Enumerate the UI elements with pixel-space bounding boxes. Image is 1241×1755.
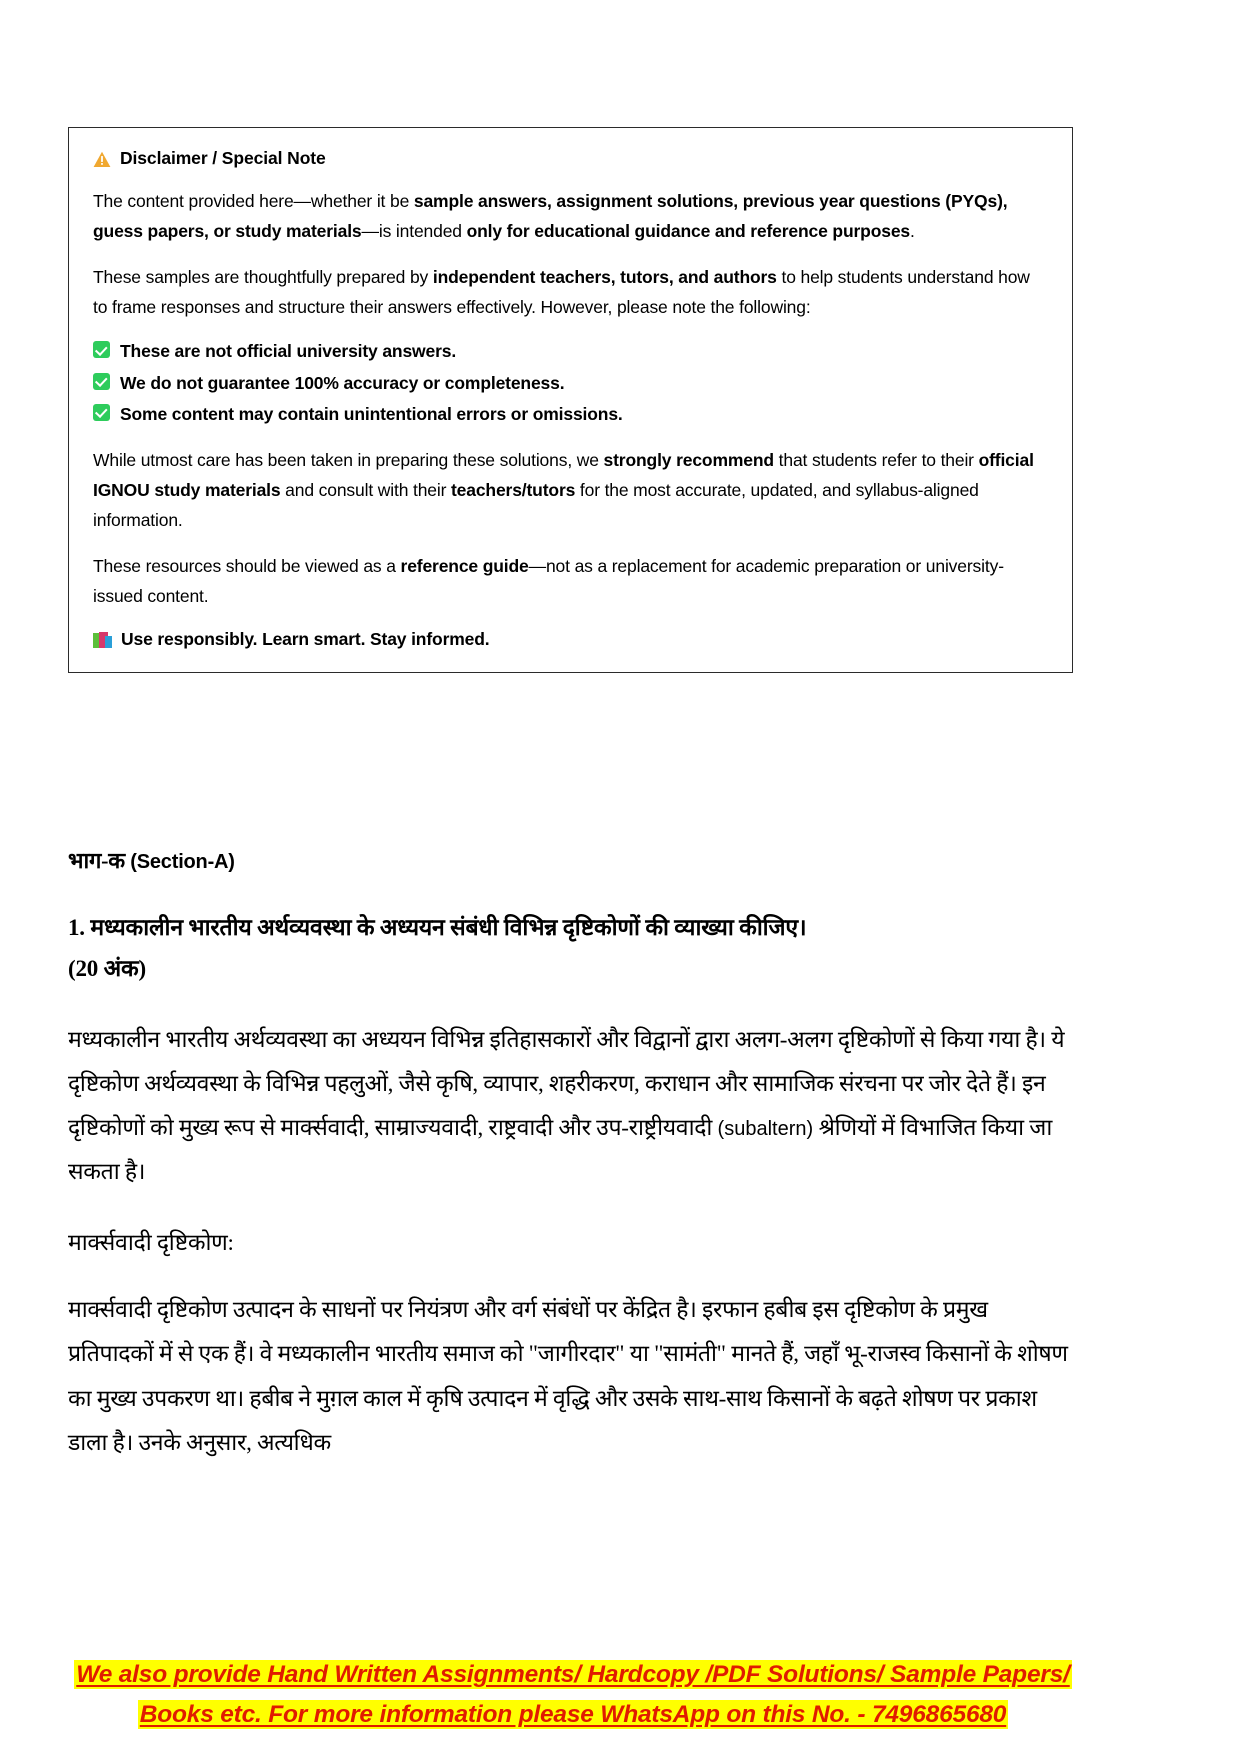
section-heading-latin: (Section-A) [130,851,235,873]
question-text: 1. मध्यकालीन भारतीय अर्थव्यवस्था के अध्ययन संबंधी विभिन्न दृष्टिकोणों की व्याख्या कीजिए। [68,915,807,940]
promo-footer-line-2: Books etc. For more information please WhatsApp on this No. - 7496865680 [139,1700,1007,1728]
para4-seg-c: —not as a replacement for academic preparation or university-issued content. [93,556,1004,607]
answer-p1-latin-term: (subaltern) [717,1118,814,1141]
question-heading [68,908,1078,990]
disclaimer-bullet-list [93,338,1048,427]
para1-seg-d: only for educational guidance and reference purposes [466,221,910,242]
list-item [93,338,1048,365]
para3-seg-d: official IGNOU study materials [93,449,1034,500]
disclaimer-paragraph-4 [93,551,1048,611]
answer-body [68,1018,1078,1491]
list-item [93,370,1048,397]
bullet-label: Some content may contain unintentional errors or omissions. [120,403,623,424]
section-heading-hindi: भाग-क [68,848,131,873]
promo-footer-line-1: We also provide Hand Written Assignments/ Hardcopy /PDF Solutions/ Sample Papers/ [76,1661,1070,1688]
green-check-icon [93,404,110,421]
question-marks: (20 अंक) [68,955,146,981]
para3-seg-c: that students refer to their [773,449,979,470]
disclaimer-title-row [93,148,1048,169]
para4-seg-b: reference guide [400,556,529,577]
green-check-icon [93,373,110,390]
para1-seg-c: —is intended [361,221,467,242]
para1-seg-b: sample answers, assignment solutions, previous year questions (PYQs), guess papers, or study materials [93,191,1008,242]
use-responsibly-text: Use responsibly. Learn smart. Stay informed. [121,629,490,650]
para2-seg-a: These samples are thoughtfully prepared by [93,267,433,288]
para3-seg-e: and consult with their [280,479,451,500]
para3-seg-b: strongly recommend [603,449,774,470]
disclaimer-title-text: Disclaimer / Special Note [120,148,326,168]
answer-paragraph-2: मार्क्सवादी दृष्टिकोण उत्पादन के साधनों पर नियंत्रण और वर्ग संबंधों पर केंद्रित है। इरफान हबीब इस दृष्टिकोण के प्रमुख प्रतिपादकों में से एक हैं। वे मध्यकालीन भारतीय समाज को "जागीरदार" या "सामंती" मानते हैं, जहाँ भू-राजस्व किसानों के शोषण का मुख्य उपकरण था। हबीब ने मुग़ल काल में कृषि उत्पादन में वृद्धि और उसके साथ-साथ किसानों के बढ़ते शोषण पर प्रकाश डाला है। उनके अनुसार, अत्यधिक [68,1297,1068,1455]
promo-footer-row-2 [68,1695,1078,1735]
answer-p1-seg-b: श्रेणियों में विभाजित किया जा सकता है। [68,1115,1052,1185]
para4-seg-a: These resources should be viewed as a [93,556,401,577]
para2-seg-b: independent teachers, tutors, and authors [432,267,777,288]
promo-footer-banner [68,1655,1078,1734]
promo-footer-row-1 [68,1655,1078,1695]
para3-seg-f: teachers/tutors [451,479,576,500]
warning-triangle-icon [93,151,111,168]
disclaimer-paragraph-3 [93,445,1048,535]
bullet-label: These are not official university answers. [120,341,457,362]
answer-p1-seg-a: मध्यकालीन भारतीय अर्थव्यवस्था का अध्ययन विभिन्न इतिहासकारों और विद्वानों द्वारा अलग-अलग दृष्टिकोणों से किया गया है। ये दृष्टिकोण अर्थव्यवस्था के विभिन्न पहलुओं, जैसे कृषि, व्यापार, शहरीकरण, कराधान और सामाजिक संरचना पर जोर देते हैं। इन दृष्टिकोणों को मुख्य रूप से मार्क्सवादी, साम्राज्यवादी, राष्ट्रवादी और उप-राष्ट्रीयवादी [68,1027,1065,1141]
para2-seg-c: to help students understand how to frame responses and structure their answers effectively. However, please note the following: [93,267,1030,318]
para1-seg-a: The content provided here—whether it be [93,191,414,211]
para3-seg-g: for the most accurate, updated, and syllabus-aligned information. [93,479,979,530]
disclaimer-paragraph-2 [93,262,1048,322]
books-icon [93,632,112,649]
green-check-icon [93,341,110,358]
answer-subheading-marxist: मार्क्सवादी दृष्टिकोण: [68,1229,234,1255]
disclaimer-box [68,127,1073,673]
para3-seg-a: While utmost care has been taken in preparing these solutions, we [93,449,604,470]
disclaimer-paragraph-1 [93,186,1048,246]
list-item [93,401,1048,428]
para1-seg-e: . [910,221,915,242]
answer-paragraph-1 [68,1018,1078,1195]
use-responsibly-row [93,629,1048,650]
section-heading [68,845,235,875]
bullet-label: We do not guarantee 100% accuracy or completeness. [120,372,565,393]
